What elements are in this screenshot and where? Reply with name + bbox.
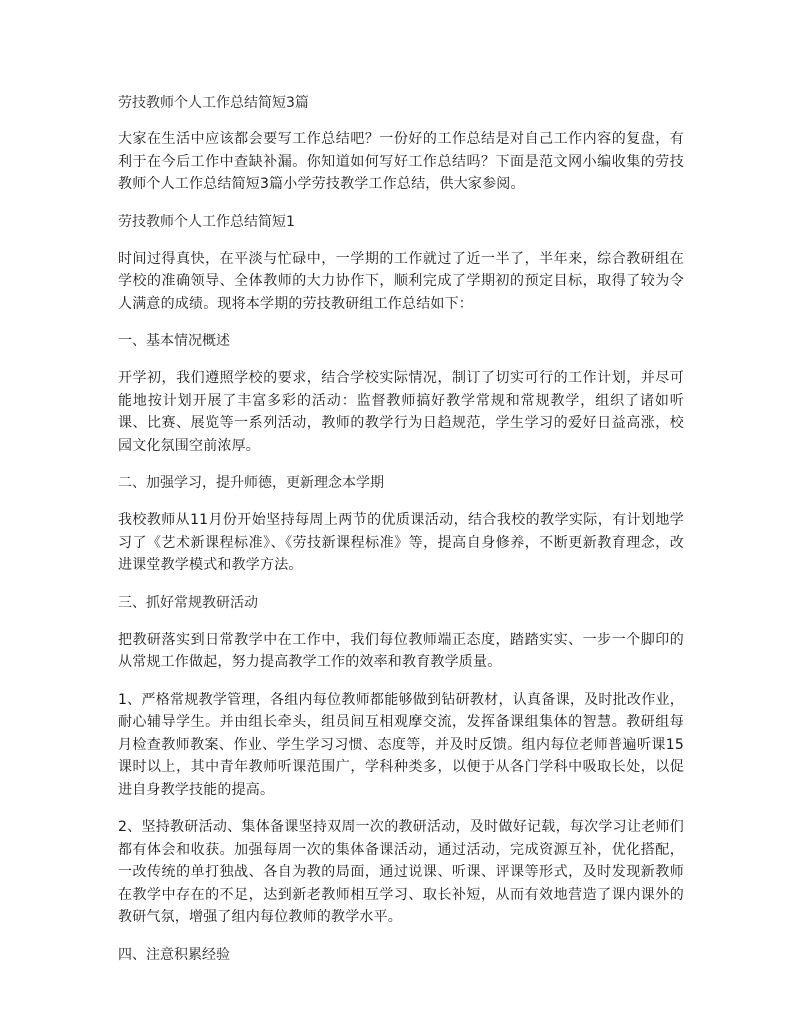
document-title: 劳技教师个人工作总结简短3篇 — [118, 95, 309, 111]
document-page — [118, 92, 684, 981]
heading-routine-research: 三、抓好常规教研活动 — [118, 594, 258, 611]
intro-paragraph: 大家在生活中应该都会要写工作总结吧？一份好的工作总结是对自己工作内容的复盘，有利于在今后工作中查缺补漏。你知道如何写好工作总结吗？下面是范文网小编收集的劳技教师个人工作总结简短3篇小学劳技教学工作总结，供大家参阅。 — [118, 131, 684, 192]
heading-study: 二、加强学习，提升师德，更新理念本学期 — [118, 475, 384, 491]
paragraph-overview: 时间过得真快，在平淡与忙碌中，一学期的工作就过了近一半了，半年来，综合教研组在学校的准确领导、全体教师的大力协作下，顺利完成了学期初的预定目标，取得了较为令人满意的成绩。现将本学期的劳技教研组工作总结如下： — [118, 250, 684, 312]
paragraph-routine-research: 把教研落实到日常教学中在工作中，我们每位教师端正态度，踏踏实实、一步一个脚印的从常规工作做起，努力提高教学工作的效率和教育教学质量。 — [118, 631, 684, 670]
paragraph-study: 我校教师从11月份开始坚持每周上两节的优质课活动，结合我校的教学实际，有计划地学习了《艺术新课程标准》、《劳技新课程标准》等，提高自身修养，不断更新教育理念，改进课堂教学模式和教学方法。 — [118, 512, 684, 573]
section-title: 劳技教师个人工作总结简短1 — [118, 213, 295, 230]
heading-basic-situation: 一、基本情况概述 — [118, 333, 230, 349]
heading-experience: 四、注意积累经验 — [118, 946, 230, 963]
paragraph-basic-situation: 开学初，我们遵照学校的要求，结合学校实际情况，制订了切实可行的工作计划，并尽可能地按计划开展了丰富多彩的活动：监督教师搞好教学常规和常规教学，组织了诸如听课、比赛、展览等一系列活动，教师的教学行为日趋规范，学生学习的爱好日益高涨，校园文化氛围空前浓厚。 — [118, 370, 684, 454]
paragraph-item-2: 2、坚持教研活动、集体备课坚持双周一次的教研活动，及时做好记载，每次学习让老师们都有体会和收获。加强每周一次的集体备课活动，通过活动，完成资源互补，优化搭配，一改传统的单打独战、各自为教的局面，通过说课、听课、评课等形式，及时发现新教师在教学中存在的不足，达到新老教师相互学习、取长补短，从而有效地营造了课内课外的教研气氛，增强了组内每位教师的教学水平。 — [118, 819, 684, 925]
paragraph-item-1: 1、严格常规教学管理，各组内每位教师都能够做到钻研教材，认真备课，及时批改作业，耐心辅导学生。并由组长牵头，组员间互相观摩交流，发挥备课组集体的智慧。教研组每月检查教师教案、作业、学生学习习惯、态度等，并及时反馈。组内每位老师普遍听课15课时以上，其中青年教师听课范围广，学科种类多，以便于从各门学科中吸取长处，以促进自身教学技能的提高。 — [118, 691, 684, 798]
